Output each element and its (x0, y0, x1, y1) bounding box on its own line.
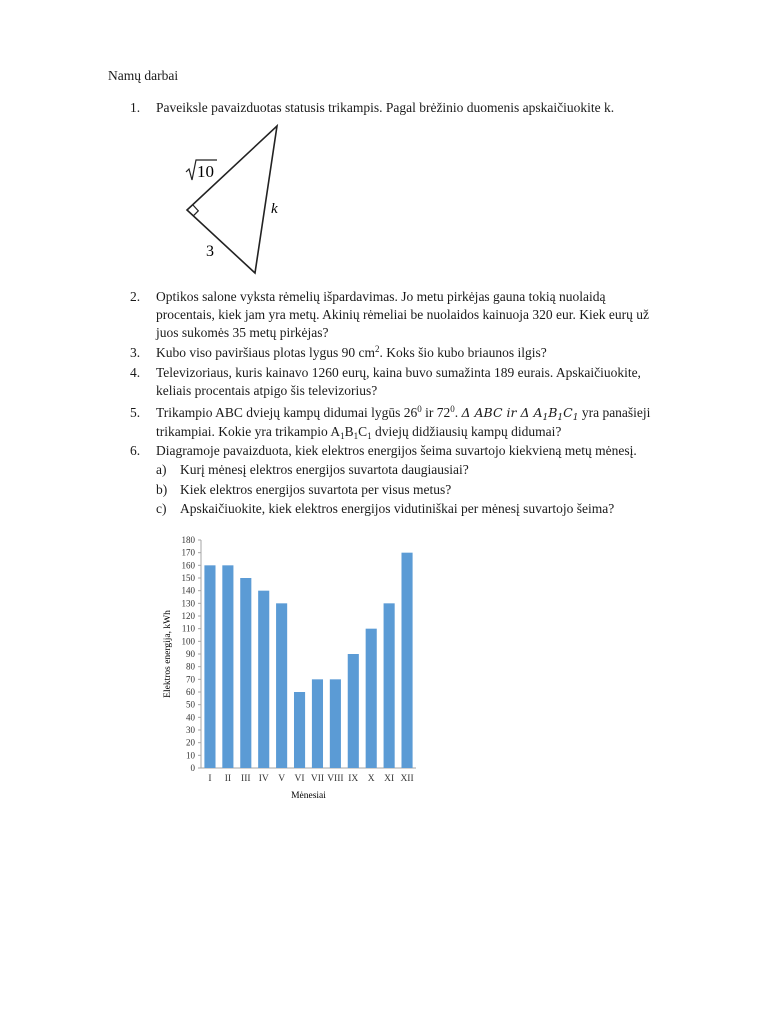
task-5-line-1: Trikampio ABC dviejų kampų didumai lygūs $26^0$ ir $72^0$. Δ ABC ir Δ $A_1B_1C_1$ yra panašieji (156, 404, 651, 423)
task-5-line-2: trikampiai. Kokie yra trikampio $A_1B_1C_1$ dviejų didžiausių kampų didumai? (156, 424, 562, 441)
task-6b-text: Kiek elektros energijos suvartota per visus metus? (180, 482, 452, 497)
chart-y-tick-label: 100 (181, 636, 195, 647)
chart-bar (401, 553, 412, 768)
task-6-number: 6. (130, 443, 141, 458)
chart-x-tick-label: XI (384, 774, 395, 784)
page-title: Namų darbai (108, 68, 179, 83)
chart-y-tick-label: 140 (181, 585, 195, 596)
chart-bar (294, 692, 305, 768)
task-6c-text: Apskaičiuokite, kiek elektros energijos vidutiniškai per mėnesį suvartojo šeima? (180, 501, 615, 516)
task-6b-letter: b) (156, 482, 168, 497)
sqrt-10-label (186, 160, 217, 181)
chart-y-tick-label: 160 (181, 560, 195, 571)
chart-y-tick-label: 90 (186, 649, 195, 659)
right-triangle-figure (170, 122, 310, 282)
task-6a-text: Kurį mėnesį elektros energijos suvartota daugiausiai? (180, 462, 469, 477)
task-2-number: 2. (130, 289, 141, 304)
chart-y-tick-label: 50 (186, 699, 195, 710)
chart-x-tick-label: IV (258, 774, 269, 784)
chart-bar (240, 578, 251, 768)
chart-bar (276, 603, 287, 768)
task-1-number: 1. (130, 100, 141, 115)
chart-x-tick-label: VIII (327, 774, 344, 784)
chart-y-tick-label: 130 (181, 598, 195, 609)
chart-y-tick-label: 110 (181, 623, 195, 634)
chart-y-tick-label: 10 (186, 750, 195, 761)
chart-x-tick-label: VII (310, 774, 325, 784)
triangle-outline (187, 126, 277, 273)
task-1-text: Paveiksle pavaizduotas statusis trikampis. Pagal brėžinio duomenis apskaičiuokite k. (156, 100, 615, 115)
task-4-line-2: keliais procentais atpigo šis televizorius? (156, 383, 378, 398)
chart-bar (222, 565, 233, 768)
sqrt-10-value: 10 (197, 162, 214, 181)
task-2-line-1: Optikos salone vyksta rėmelių išpardavimas. Jo metu pirkėjas gauna tokią nuolaidą (156, 289, 606, 304)
chart-bar (204, 565, 215, 768)
chart-x-tick-label: IX (348, 774, 359, 784)
chart-y-tick-label: 80 (186, 661, 195, 672)
task-5-number: 5. (130, 405, 141, 420)
chart-y-tick-label: 60 (186, 687, 195, 697)
side-k-label: k (271, 201, 278, 217)
chart-bar (384, 603, 395, 768)
chart-x-tick-label: X (367, 774, 375, 784)
chart-x-axis-label: Mėnesiai (291, 791, 326, 801)
chart-y-tick-label: 120 (181, 611, 195, 621)
task-4-line-1: Televizoriaus, kuris kainavo 1260 eurų, kaina buvo sumažinta 189 eurais. Apskaičiuokite, (156, 365, 641, 380)
chart-x-tick-label: V (278, 774, 286, 784)
chart-y-tick-label: 20 (186, 737, 195, 748)
chart-x-tick-label: I (208, 774, 212, 784)
chart-x-tick-label: II (224, 774, 232, 784)
right-angle-mark (193, 205, 199, 217)
chart-x-tick-label: XII (400, 774, 414, 784)
chart-y-tick-label: 150 (181, 573, 195, 583)
chart-y-tick-label: 170 (181, 547, 195, 558)
chart-y-tick-label: 0 (190, 763, 195, 773)
task-3-number: 3. (130, 345, 141, 360)
chart-y-tick-label: 40 (186, 712, 195, 723)
chart-y-tick-label: 180 (181, 535, 195, 545)
chart-bar (366, 629, 377, 768)
task-2-line-3: juos sukomės 35 metų pirkėjas? (156, 325, 329, 340)
task-3-text: Kubo viso paviršiaus plotas lygus 90 $cm^2$. Koks šio kubo briaunos ilgis? (156, 344, 547, 360)
task-4-number: 4. (130, 365, 141, 380)
electricity-bar-chart (150, 530, 420, 810)
task-2-line-2: procentais, kiek jam yra metų. Akinių rėmeliai be nuolaidos kainuoja 320 eur. Kiek eurų už (156, 307, 649, 322)
task-6a-letter: a) (156, 462, 167, 477)
chart-x-tick-label: VI (294, 774, 305, 784)
chart-y-tick-label: 30 (186, 725, 195, 735)
task-6c-letter: c) (156, 501, 167, 516)
chart-x-tick-label: III (241, 774, 251, 784)
chart-y-axis-label: Elektros energija, kWh (163, 610, 173, 698)
chart-bar (258, 591, 269, 768)
chart-bar (312, 679, 323, 768)
chart-bar (330, 679, 341, 768)
chart-y-tick-label: 70 (186, 674, 195, 685)
chart-bar (348, 654, 359, 768)
side-3-label: 3 (206, 243, 214, 260)
task-6-line-1: Diagramoje pavaizduota, kiek elektros energijos šeima suvartojo kiekvieną metų mėnesį. (156, 443, 637, 458)
